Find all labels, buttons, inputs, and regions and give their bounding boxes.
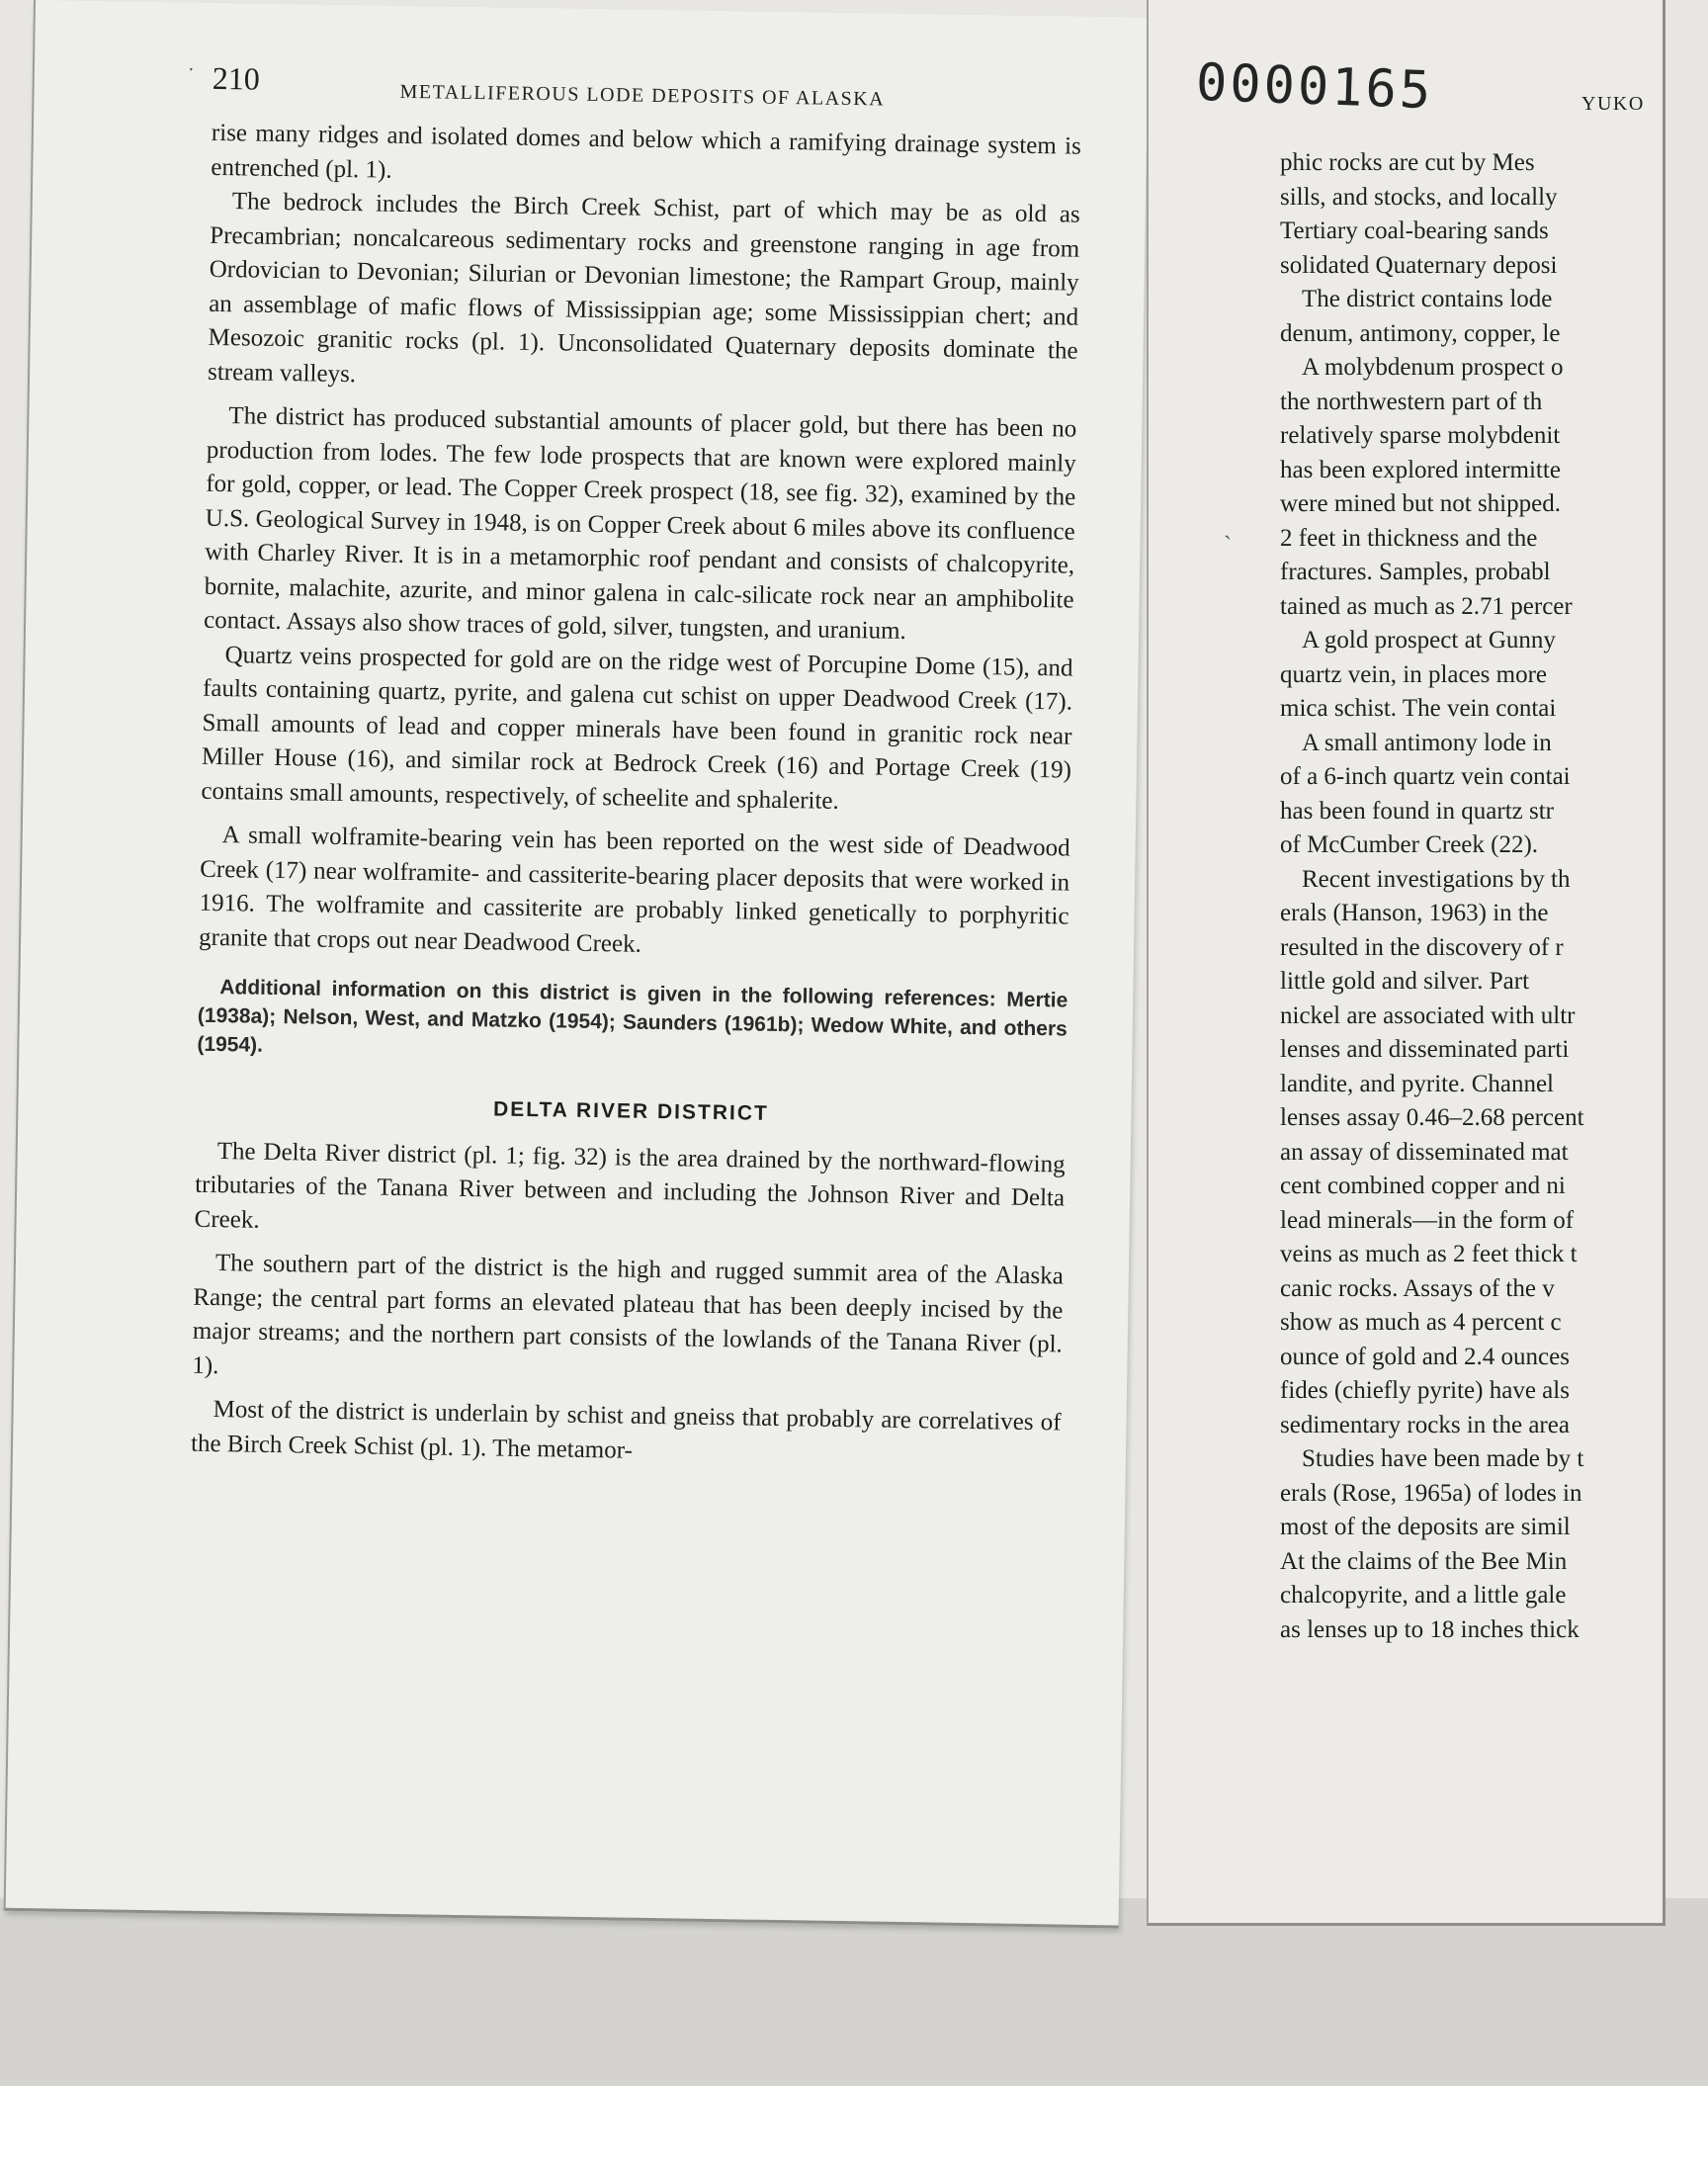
text-line: denum, antimony, copper, le bbox=[1280, 319, 1561, 347]
text-line: sills, and stocks, and locally bbox=[1280, 183, 1558, 211]
text-line: The district contains lode bbox=[1302, 286, 1553, 312]
text-line: chalcopyrite, and a little gale bbox=[1280, 1582, 1567, 1609]
references-note: Additional information on this district is given in the following references: Mertie (1938a); Nelson, West, and Matzko (1954); Saunders (1961b); Wedow White, and others (1954). bbox=[197, 976, 1068, 1057]
text-line: A small antimony lode in bbox=[1302, 729, 1552, 756]
left-page bbox=[4, 0, 1149, 1928]
text-line: Recent investigations by th bbox=[1302, 865, 1571, 893]
text-line: At the claims of the Bee Min bbox=[1280, 1547, 1568, 1575]
paragraph: Most of the district is underlain by schist and gneiss that probably are correlatives of the Birch Creek Schist (pl. 1). The metamor- bbox=[190, 1396, 1062, 1464]
paragraph: The district has produced substantial amounts of placer gold, but there has been no production from lodes. The few lode prospects that are known were explored mainly for gold, copper, or lead. The Copper Creek prospect (18, see fig. 32), examined by the U.S. Geological Survey in 1948, is on Copper Creek about 6 miles above its confluence with Charley River. It is in a metamorphic roof pendant and consists of chalcopyrite, bornite, malachite, azurite, and minor galena in calc-silicate rock near an amphibolite contact. Assays also show traces of gold, silver, tungsten, and uranium. bbox=[203, 402, 1077, 645]
paragraph: The Delta River district (pl. 1; fig. 32) is the area drained by the northward-flowing tributaries of the Tanana River between and including the Johnson River and Delta Creek. bbox=[194, 1137, 1066, 1234]
text-line: canic rocks. Assays of the v bbox=[1280, 1274, 1555, 1302]
text-line: cent combined copper and ni bbox=[1280, 1173, 1566, 1199]
text-line: 2 feet in thickness and the bbox=[1280, 524, 1538, 552]
text-line: A gold prospect at Gunny bbox=[1302, 627, 1556, 653]
text-line: were mined but not shipped. bbox=[1280, 490, 1561, 517]
text-line: most of the deposits are simil bbox=[1280, 1514, 1571, 1540]
text-line: of a 6-inch quartz vein contai bbox=[1280, 763, 1571, 790]
margin-mark: ˑ bbox=[188, 59, 195, 85]
running-head-title: METALLIFEROUS LODE DEPOSITS OF ALASKA bbox=[399, 80, 886, 111]
right-text-column bbox=[1280, 146, 1656, 1647]
text-line: relatively sparse molybdenit bbox=[1280, 422, 1561, 449]
text-line: landite, and pyrite. Channel bbox=[1280, 1070, 1555, 1097]
text-line: sedimentary rocks in the area bbox=[1280, 1411, 1570, 1438]
text-line: fractures. Samples, probabl bbox=[1280, 559, 1551, 585]
text-line: of McCumber Creek (22). bbox=[1280, 831, 1539, 858]
right-running-head: YUKO bbox=[1581, 93, 1645, 115]
text-line: fides (chiefly pyrite) have als bbox=[1280, 1377, 1570, 1404]
text-line: has been found in quartz str bbox=[1280, 797, 1555, 825]
text-line: veins as much as 2 feet thick t bbox=[1280, 1241, 1578, 1267]
text-line: the northwestern part of th bbox=[1280, 388, 1543, 415]
text-line: little gold and silver. Part bbox=[1280, 968, 1530, 995]
paragraph: rise many ridges and isolated domes and below which a ramifying drainage system is entrenched (pl. 1). bbox=[211, 119, 1082, 184]
text-line: tained as much as 2.71 percer bbox=[1280, 592, 1573, 620]
text-line: Studies have been made by t bbox=[1302, 1445, 1584, 1472]
left-text-column bbox=[191, 117, 1081, 1475]
paragraph: The southern part of the district is the high and rugged summit area of the Alaska Range; the central part forms an elevated plateau that has been deeply incised by the major streams; and the northern part consists of the lowlands of the Tanana River (pl. 1). bbox=[192, 1250, 1065, 1379]
text-line: show as much as 4 percent c bbox=[1280, 1309, 1562, 1336]
section-heading: DELTA RIVER DISTRICT bbox=[492, 1097, 769, 1125]
text-line: has been explored intermitte bbox=[1280, 456, 1561, 483]
text-line: ounce of gold and 2.4 ounces bbox=[1280, 1343, 1570, 1370]
text-line: lenses assay 0.46–2.68 percent bbox=[1280, 1104, 1584, 1131]
scan-background-strip bbox=[0, 1898, 1708, 2086]
text-line: erals (Rose, 1965a) of lodes in bbox=[1280, 1479, 1582, 1507]
text-line: resulted in the discovery of r bbox=[1280, 933, 1564, 961]
text-line: lenses and disseminated parti bbox=[1280, 1036, 1570, 1063]
text-line: lead minerals—in the form of bbox=[1280, 1206, 1575, 1234]
text-line: quartz vein, in places more bbox=[1280, 660, 1548, 688]
paragraph: The bedrock includes the Birch Creek Schist, part of which may be as old as Precambrian; noncalcareous sedimentary rocks and greenstone ranging in age from Ordovician to Devonian; Silurian or Devonian limestone; the Rampart Group, mainly an assemblage of mafic flows of Mississippian age; some Mississippian chert; and Mesozoic granitic rocks (pl. 1). Unconsolidated Quaternary deposits dominate the stream valleys. bbox=[207, 188, 1080, 388]
text-line: mica schist. The vein contai bbox=[1280, 695, 1557, 722]
paragraph: Quartz veins prospected for gold are on the ridge west of Porcupine Dome (15), and faults containing quartz, pyrite, and galena cut schist on upper Deadwood Creek (17). Small amounts of lead and copper minerals have been found in granitic rock near Miller House (16), and similar rock at Bedrock Creek (16) and Portage Creek (19) contains small amounts, respectively, of scheelite and sphalerite. bbox=[201, 641, 1073, 815]
text-line: A molybdenum prospect o bbox=[1302, 354, 1564, 381]
page-number: 210 bbox=[212, 59, 261, 97]
paragraph: A small wolframite-bearing vein has been reported on the west side of Deadwood Creek (17) near wolframite- and cassiterite-bearing placer deposits that were worked in 1916. The wolframite and cassiterite are probably linked genetically to porphyritic granite that crops out near Deadwood Creek. bbox=[198, 822, 1070, 958]
text-line: phic rocks are cut by Mes bbox=[1280, 149, 1535, 176]
archive-stamp-number: 0000165 bbox=[1195, 52, 1435, 122]
text-line: erals (Hanson, 1963) in the bbox=[1280, 900, 1549, 926]
text-line: as lenses up to 18 inches thick bbox=[1280, 1615, 1580, 1643]
text-line: Tertiary coal-bearing sands bbox=[1280, 218, 1549, 244]
margin-mark: ˏ bbox=[1224, 514, 1232, 540]
left-running-head bbox=[172, 53, 1043, 117]
text-line: an assay of disseminated mat bbox=[1280, 1138, 1569, 1166]
text-line: nickel are associated with ultr bbox=[1280, 1001, 1576, 1029]
text-line: solidated Quaternary deposi bbox=[1280, 251, 1558, 279]
